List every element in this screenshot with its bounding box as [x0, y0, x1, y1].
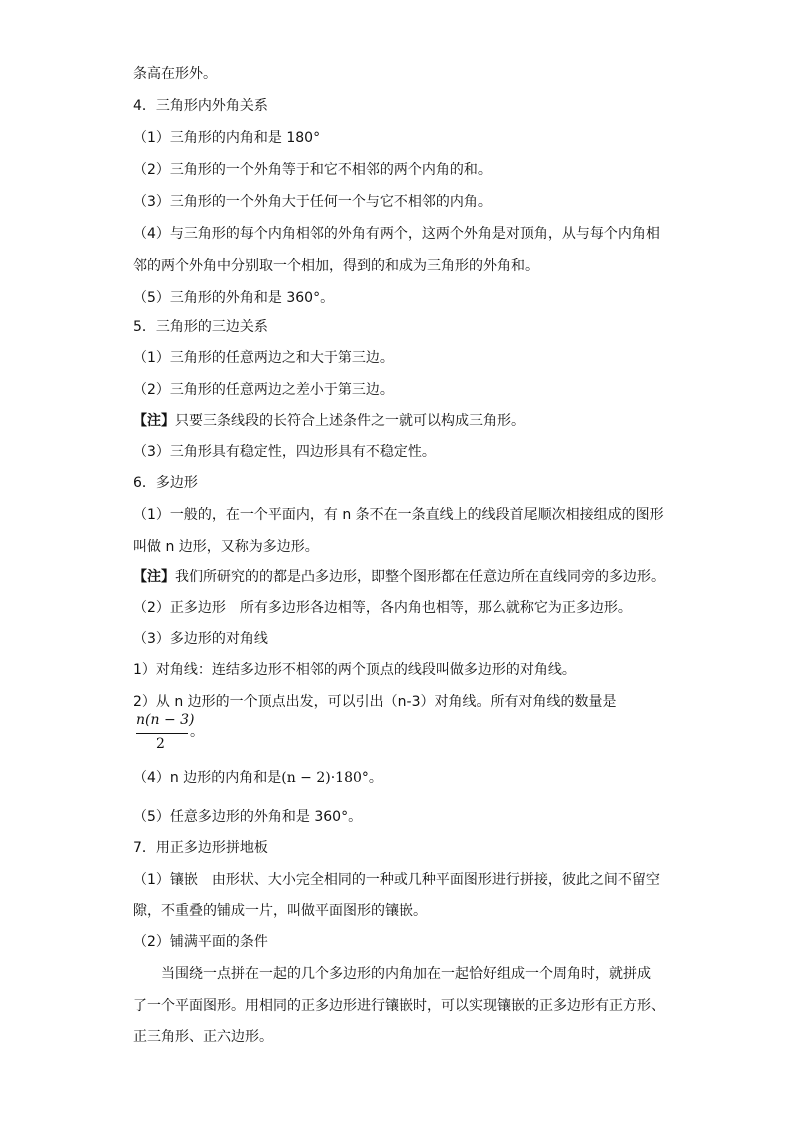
note-label: 【注】 — [133, 413, 175, 429]
text-line: （1）三角形的任意两边之和大于第三边。 — [133, 350, 394, 366]
note-label: 【注】 — [133, 569, 175, 585]
text-line: 2）从 n 边形的一个顶点出发，可以引出（n-3）对角线。所有对角线的数量是 — [133, 694, 617, 710]
text-line: 条高在形外。 — [133, 66, 217, 82]
section-heading-5: 5．三角形的三边关系 — [133, 319, 268, 335]
text-line: （3）三角形具有稳定性，四边形具有不稳定性。 — [133, 444, 436, 460]
section-heading-6: 6．多边形 — [133, 475, 198, 491]
section-heading-4: 4．三角形内外角关系 — [133, 98, 268, 114]
text-line: （5）三角形的外角和是 360°。 — [133, 290, 335, 306]
text-line: （1）一般的，在一个平面内，有 n 条不在一条直线上的线段首尾顺次相接组成的图形 — [133, 507, 664, 523]
text-punct: 。 — [190, 724, 204, 740]
note-text: 只要三条线段的长符合上述条件之一就可以构成三角形。 — [175, 413, 525, 429]
text-line: （1）三角形的内角和是 180° — [133, 130, 321, 146]
text-line: （2）三角形的一个外角等于和它不相邻的两个内角的和。 — [133, 162, 492, 178]
text-line — [133, 768, 383, 788]
text-line: （1）镶嵌 由形状、大小完全相同的一种或几种平面图形进行拼接，彼此之间不留空 — [133, 872, 660, 888]
note-line — [133, 567, 665, 587]
note-text: 我们所研究的的都是凸多边形，即整个图形都在任意边所在直线同旁的多边形。 — [175, 569, 665, 585]
section-heading-7: 7．用正多边形拼地板 — [133, 840, 268, 856]
text-line: 当围绕一点拼在一起的几个多边形的内角加在一起恰好组成一个周角时，就拼成 — [133, 966, 651, 982]
text-line: 了一个平面图形。用相同的正多边形进行镶嵌时，可以实现镶嵌的正多边形有正方形、 — [133, 998, 665, 1014]
text-line: 正三角形、正六边形。 — [133, 1029, 273, 1045]
fraction-denominator: 2 — [156, 736, 165, 752]
text-line: （2）铺满平面的条件 — [133, 934, 268, 950]
note-line — [133, 411, 525, 431]
text-line: 邻的两个外角中分别取一个相加，得到的和成为三角形的外角和。 — [133, 258, 539, 274]
text-segment: （4）n 边形的内角和是 — [133, 770, 282, 786]
text-line: （2）三角形的任意两边之差小于第三边。 — [133, 382, 394, 398]
text-line: （2）正多边形 所有多边形各边相等，各内角也相等，那么就称它为正多边形。 — [133, 600, 632, 616]
text-line: （5）任意多边形的外角和是 360°。 — [133, 809, 363, 825]
text-line: （3）三角形的一个外角大于任何一个与它不相邻的内角。 — [133, 194, 492, 210]
text-line: 1）对角线：连结多边形不相邻的两个顶点的线段叫做多边形的对角线。 — [133, 662, 576, 678]
text-line: （3）多边形的对角线 — [133, 631, 268, 647]
text-line: 隙，不重叠的铺成一片，叫做平面图形的镶嵌。 — [133, 903, 427, 919]
fraction-numerator: n(n − 3) — [136, 712, 195, 728]
formula-inline: (n − 2)·180° — [281, 770, 369, 786]
text-line: （4）与三角形的每个内角相邻的外角有两个，这两个外角是对顶角，从与每个内角相 — [133, 226, 660, 242]
text-segment: 。 — [368, 770, 383, 786]
fraction-bar — [136, 733, 188, 734]
text-line: 叫做 n 边形，又称为多边形。 — [133, 539, 319, 555]
